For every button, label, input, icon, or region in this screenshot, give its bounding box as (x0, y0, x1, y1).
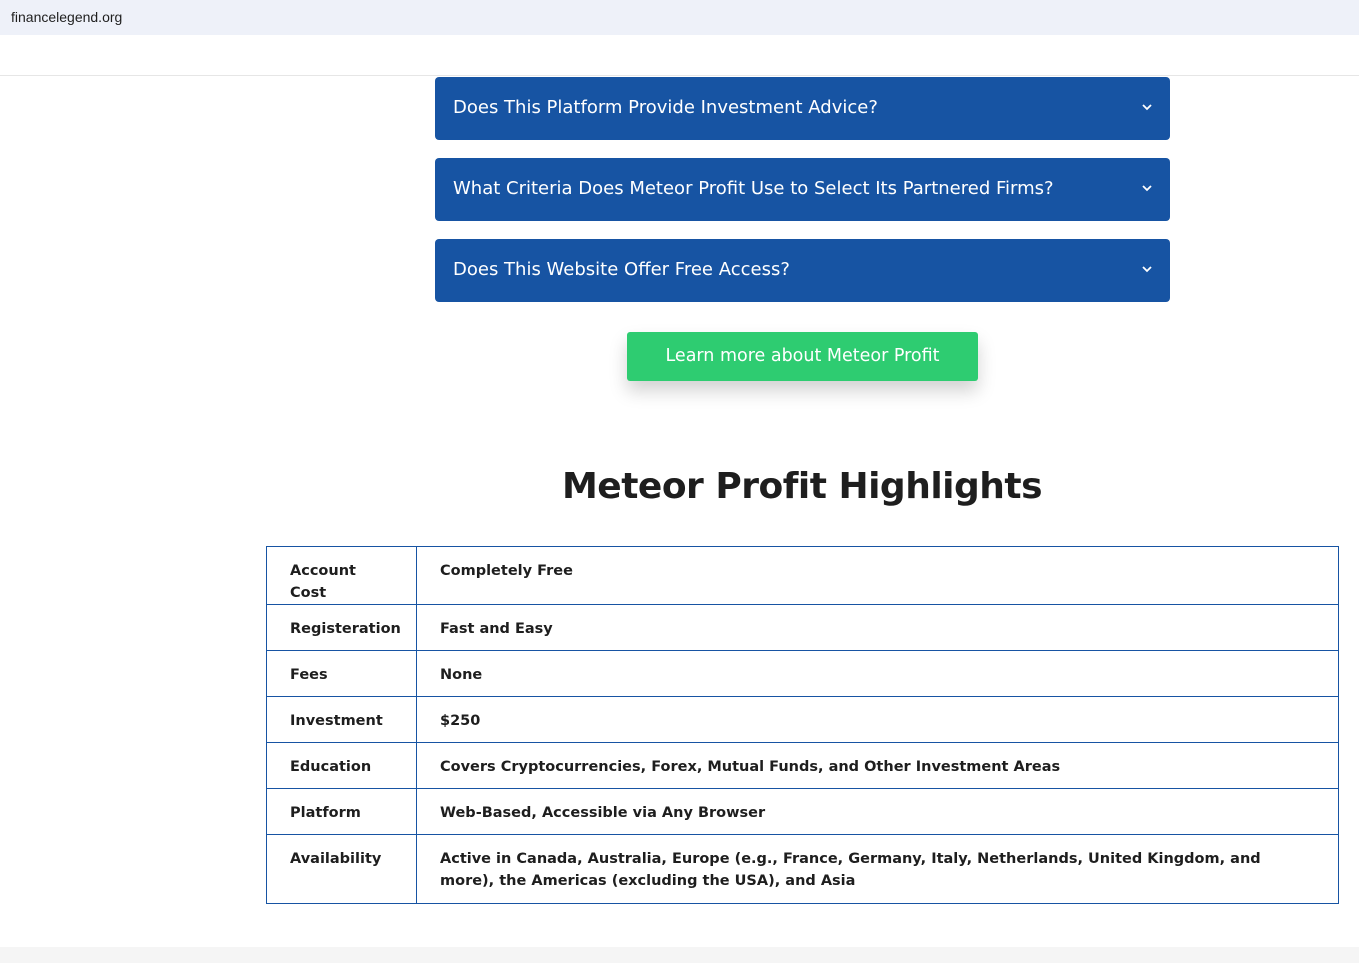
section-title: Meteor Profit Highlights (561, 466, 1043, 507)
row-key: Education (267, 743, 417, 789)
table-row (267, 835, 1339, 904)
site-header (0, 35, 1359, 76)
highlights-table (266, 546, 1339, 904)
row-key: Availability (267, 835, 417, 904)
chevron-down-icon (1141, 103, 1153, 111)
row-value: Fast and Easy (417, 605, 1339, 651)
table-row (267, 743, 1339, 789)
row-key: Registeration (267, 605, 417, 651)
row-key: Fees (267, 651, 417, 697)
row-key: Investment (267, 697, 417, 743)
row-value: Covers Cryptocurrencies, Forex, Mutual Funds, and Other Investment Areas (417, 743, 1339, 789)
url-text[interactable]: financelegend.org (11, 9, 123, 25)
table-row (267, 547, 1339, 605)
footer (0, 947, 1359, 963)
row-value: None (417, 651, 1339, 697)
faq-question: Does This Website Offer Free Access? (453, 259, 790, 280)
row-value: $250 (417, 697, 1339, 743)
table-row (267, 651, 1339, 697)
learn-more-button[interactable]: Learn more about Meteor Profit (627, 332, 978, 381)
row-value: Active in Canada, Australia, Europe (e.g., France, Germany, Italy, Netherlands, United Kingdom, and more), the Americas (excluding the USA), and Asia (417, 835, 1339, 904)
chevron-down-icon (1141, 184, 1153, 192)
row-key: Platform (267, 789, 417, 835)
chevron-down-icon (1141, 265, 1153, 273)
table-row (267, 789, 1339, 835)
table-row (267, 605, 1339, 651)
row-key: Account Cost (267, 547, 417, 605)
table-row (267, 697, 1339, 743)
row-value: Web-Based, Accessible via Any Browser (417, 789, 1339, 835)
faq-item[interactable] (435, 239, 1170, 302)
address-bar[interactable] (0, 0, 1359, 35)
faq-question: What Criteria Does Meteor Profit Use to Select Its Partnered Firms? (453, 178, 1054, 199)
faq-question: Does This Platform Provide Investment Advice? (453, 97, 878, 118)
faq-item[interactable] (435, 158, 1170, 221)
faq-item[interactable] (435, 77, 1170, 140)
row-value: Completely Free (417, 547, 1339, 605)
